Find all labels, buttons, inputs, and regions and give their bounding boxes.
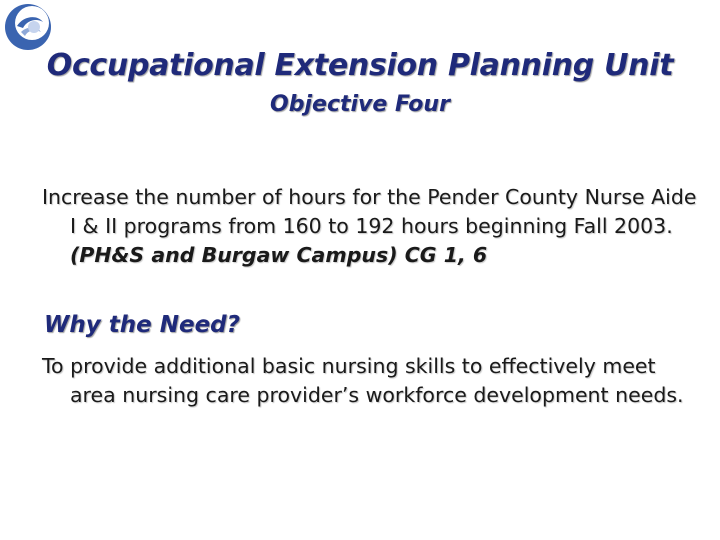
slide-title: Occupational Extension Planning Unit [46, 48, 674, 83]
objective-campus-emphasis: (PH&S and Burgaw Campus) CG 1, 6 [70, 243, 488, 267]
college-logo-icon [3, 2, 53, 52]
need-paragraph: To provide additional basic nursing skills to effectively meet area nursing care provider’s workforce development needs. [42, 354, 684, 407]
slide-subtitle: Objective Four [270, 92, 450, 117]
need-heading: Why the Need? [44, 312, 240, 338]
objective-paragraph [42, 183, 702, 270]
objective-text: Increase the number of hours for the Pender County Nurse Aide I & II programs from 160 to 192 hours beginning Fall 2003. [42, 185, 697, 238]
